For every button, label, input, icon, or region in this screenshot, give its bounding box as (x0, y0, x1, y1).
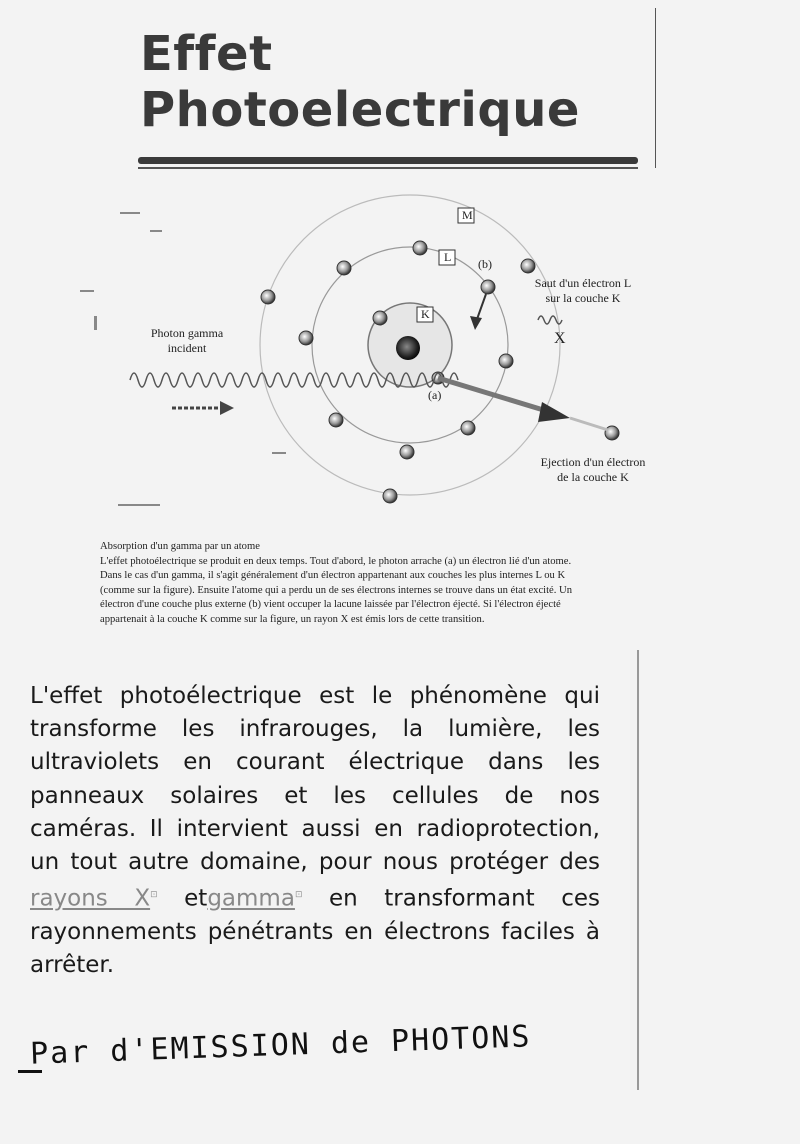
caption-line: Dans le cas d'un gamma, il s'agit généralement d'un électron appartenant aux couches les plus internes L ou K (100, 570, 566, 582)
rayons-x-link[interactable]: rayons X (30, 885, 151, 912)
label-l: L (444, 250, 452, 264)
electron (337, 261, 351, 275)
saut-label-line-1: Saut d'un électron L (534, 276, 632, 290)
saut-label-line-2: sur la couche K (545, 291, 621, 305)
incident-arrowhead (220, 401, 234, 415)
scan-speck (118, 504, 160, 506)
page-title (140, 26, 660, 138)
ejection-arrowhead (538, 402, 570, 422)
ejection-label-line-2: de la couche K (557, 470, 629, 484)
handwritten-note: Par d'EMISSION de PHOTONS (29, 1019, 533, 1072)
electron (605, 426, 619, 440)
scan-speck (94, 316, 97, 330)
electron (461, 421, 475, 435)
scan-speck (272, 452, 286, 454)
figure-caption (100, 540, 800, 628)
scan-speck (150, 230, 162, 232)
photon-label-line-2: incident (167, 341, 207, 355)
scan-speck (120, 212, 140, 214)
electron (383, 489, 397, 503)
caption-line: (comme sur la figure). Ensuite l'atome qui a perdu un de ses électrons internes se trouve dans un état excité. Un (100, 584, 573, 596)
body-text-part-2: et (157, 885, 208, 912)
electron (261, 290, 275, 304)
electron (521, 259, 535, 273)
saut-label (508, 276, 658, 306)
gamma-link[interactable]: gamma (207, 885, 295, 912)
electron (400, 445, 414, 459)
electron (299, 331, 313, 345)
label-b: (b) (478, 257, 492, 271)
label-m: M (462, 208, 473, 222)
caption-title: Absorption d'un gamma par un atome (100, 541, 260, 552)
electron (499, 354, 513, 368)
ejection-trail (570, 418, 608, 430)
link-marker-icon: ⊡ (294, 890, 303, 901)
electron (373, 311, 387, 325)
title-line-2: Photoelectrique (140, 82, 580, 138)
body-text-part-1: L'effet photoélectrique est le phénomène qui transforme les infrarouges, la lumière, les ultraviolets en courant électrique dans les panneaux solaires et les cellules de nos caméras. Il intervient aussi en radioprotection, un tout autre domaine, pour nous protéger des (30, 683, 600, 876)
title-line-1: Effet (140, 26, 273, 82)
body-paragraph (30, 680, 600, 982)
photon-label-line-1: Photon gamma (150, 326, 224, 340)
ejection-label (518, 455, 668, 485)
scan-specks (80, 212, 286, 506)
label-a: (a) (428, 388, 442, 402)
electron (413, 241, 427, 255)
scan-edge-line (637, 650, 639, 1090)
caption-line: appartenait à la couche K comme sur la figure, un rayon X est émis lors de cette transition. (100, 613, 485, 625)
body-text-part-3: en transformant ces rayonnements pénétrants en électrons faciles à arrêter. (30, 885, 600, 979)
ejection-arrow (438, 378, 550, 412)
scan-speck (80, 290, 94, 292)
ejection-label-line-1: Ejection d'un électron (540, 455, 646, 469)
label-k: K (421, 307, 430, 321)
electron (329, 413, 343, 427)
link-marker-icon: ⊡ (150, 890, 158, 901)
electron (481, 280, 495, 294)
label-x: X (554, 330, 566, 347)
caption-line: électron d'une couche plus externe (b) vient occuper la lacune laissée par l'électron éjecté. Si l'électron éjecté (100, 599, 561, 611)
nucleus (396, 336, 420, 360)
atom-figure (80, 190, 780, 520)
title-underline-thin (138, 167, 638, 169)
title-underline (138, 157, 638, 164)
caption-line: L'effet photoélectrique se produit en deux temps. Tout d'abord, le photon arrache (a) un électron lié d'un atome. (100, 555, 572, 567)
jump-arrowhead (470, 316, 482, 330)
photon-label (132, 326, 242, 356)
